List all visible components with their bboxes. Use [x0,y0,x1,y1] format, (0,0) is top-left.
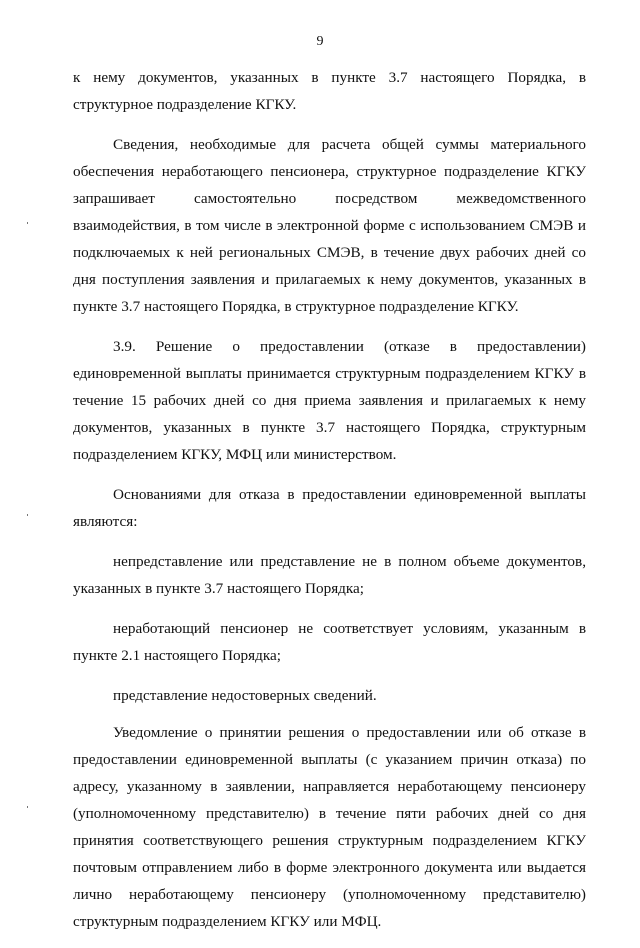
body-paragraph: 3.9. Решение о предоставлении (отказе в предоставлении) единовременной выплаты принимается структурным подразделением КГКУ в течение 15 рабочих дней со дня приема заявления и прилагаемых к нему документов, указанных в пункте 3.7 настоящего Порядка, структурным подразделением КГКУ, МФЦ или министерством. [73,338,586,463]
body-paragraph: неработающий пенсионер не соответствует условиям, указанным в пункте 2.1 настоящего Порядка; [73,620,586,664]
margin-mark [27,222,28,224]
margin-mark [27,514,28,516]
body-paragraph: Сведения, необходимые для расчета общей суммы материального обеспечения неработающего пенсионера, структурное подразделение КГКУ запрашивает самостоятельно посредством межведомственного взаимодействия, в том числе в электронной форме с использованием СМЭВ и подключаемых к ней региональных СМЭВ, в течение двух рабочих дней со дня поступления заявления и прилагаемых к нему документов, указанных в пункте 3.7 настоящего Порядка, в структурное подразделение КГКУ. [73,136,586,315]
body-paragraph: представление недостоверных сведений. [113,687,377,704]
body-paragraph: к нему документов, указанных в пункте 3.7 настоящего Порядка, в структурное подразделение КГКУ. [73,69,586,113]
body-paragraph: непредставление или представление не в полном объеме документов, указанных в пункте 3.7 настоящего Порядка; [73,553,586,597]
margin-mark [27,806,28,808]
body-paragraph: Основаниями для отказа в предоставлении единовременной выплаты являются: [73,486,586,530]
body-paragraph: Уведомление о принятии решения о предоставлении или об отказе в предоставлении единовременной выплаты (с указанием причин отказа) по адресу, указанному в заявлении, направляется неработающему пенсионеру (уполномоченному представителю) в течение пяти рабочих дней со дня принятия соответствующего решения структурным подразделением КГКУ почтовым отправлением либо в форме электронного документа или выдается лично неработающему пенсионеру (уполномоченному представителю) структурным подразделением КГКУ или МФЦ. [73,724,586,930]
document-body [73,64,586,948]
page-number: 9 [316,34,324,49]
